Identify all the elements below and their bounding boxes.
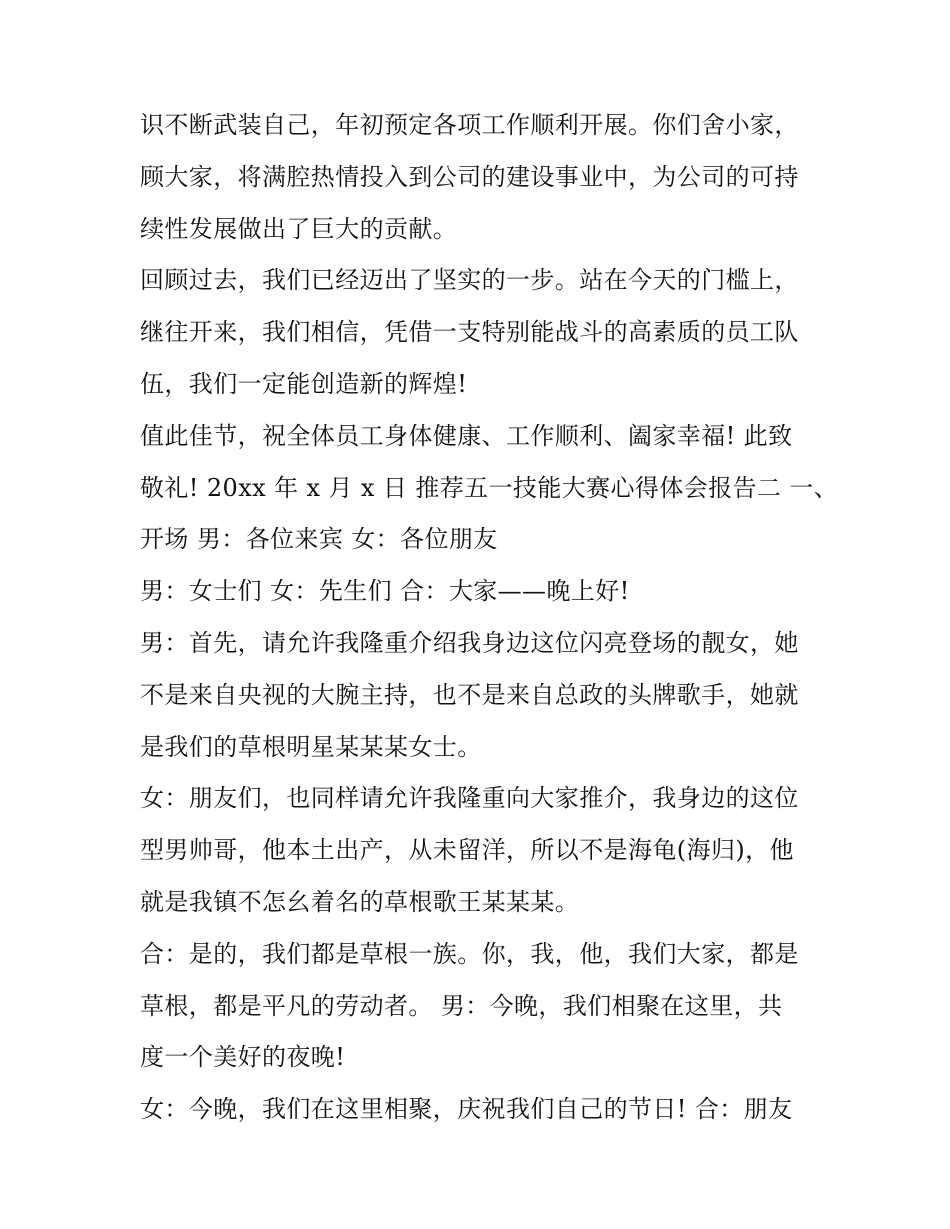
text-line: 值此佳节，祝全体员工身体健康、工作顺利、阖家幸福! 此致 [140, 421, 793, 450]
text-line: 识不断武装自己，年初预定各项工作顺利开展。你们舍小家， [140, 111, 799, 139]
text-line: 草根，都是平凡的劳动者。 男：今晚，我们相聚在这里，共 [140, 991, 783, 1020]
text-line: 就是我镇不怎幺着名的草根歌王某某某。 [140, 887, 580, 916]
text-line: 型男帅哥，他本土出产，从未留洋，所以不是海龟(海归)，他 [140, 836, 794, 865]
text-line: 男：女士们 女：先生们 合：大家——晚上好! [140, 577, 630, 606]
text-line: 续性发展做出了巨大的贡献。 [140, 214, 458, 243]
text-line: 继往开来，我们相信，凭借一支特别能战斗的高素质的员工队 [140, 318, 799, 347]
text-line: 男：首先，请允许我隆重介绍我身边这位闪亮登场的靓女，她 [140, 628, 799, 657]
document-body [140, 100, 839, 1136]
text-line: 伍，我们一定能创造新的辉煌! [140, 369, 468, 398]
text-line: 回顾过去，我们已经迈出了坚实的一步。站在今天的门槛上， [140, 266, 799, 295]
text-line: 女：今晚，我们在这里相聚，庆祝我们自己的节日! 合：朋友 [140, 1095, 793, 1124]
text-line: 女：朋友们，也同样请允许我隆重向大家推介，我身边的这位 [140, 784, 799, 813]
text-line: 度一个美好的夜晚! [140, 1043, 346, 1072]
text-line: 不是来自央视的大腕主持，也不是来自总政的头牌歌手，她就 [140, 680, 799, 709]
text-line: 敬礼! 20xx 年 x 月 x 日 推荐五一技能大赛心得体会报告二 一、 [140, 473, 839, 502]
text-line: 开场 男：各位来宾 女：各位朋友 [140, 525, 498, 554]
text-line: 合：是的，我们都是草根一族。你，我，他，我们大家，都是 [140, 939, 799, 968]
text-line: 顾大家，将满腔热情投入到公司的建设事业中，为公司的可持 [140, 162, 799, 191]
text-line: 是我们的草根明星某某某女士。 [140, 732, 482, 761]
